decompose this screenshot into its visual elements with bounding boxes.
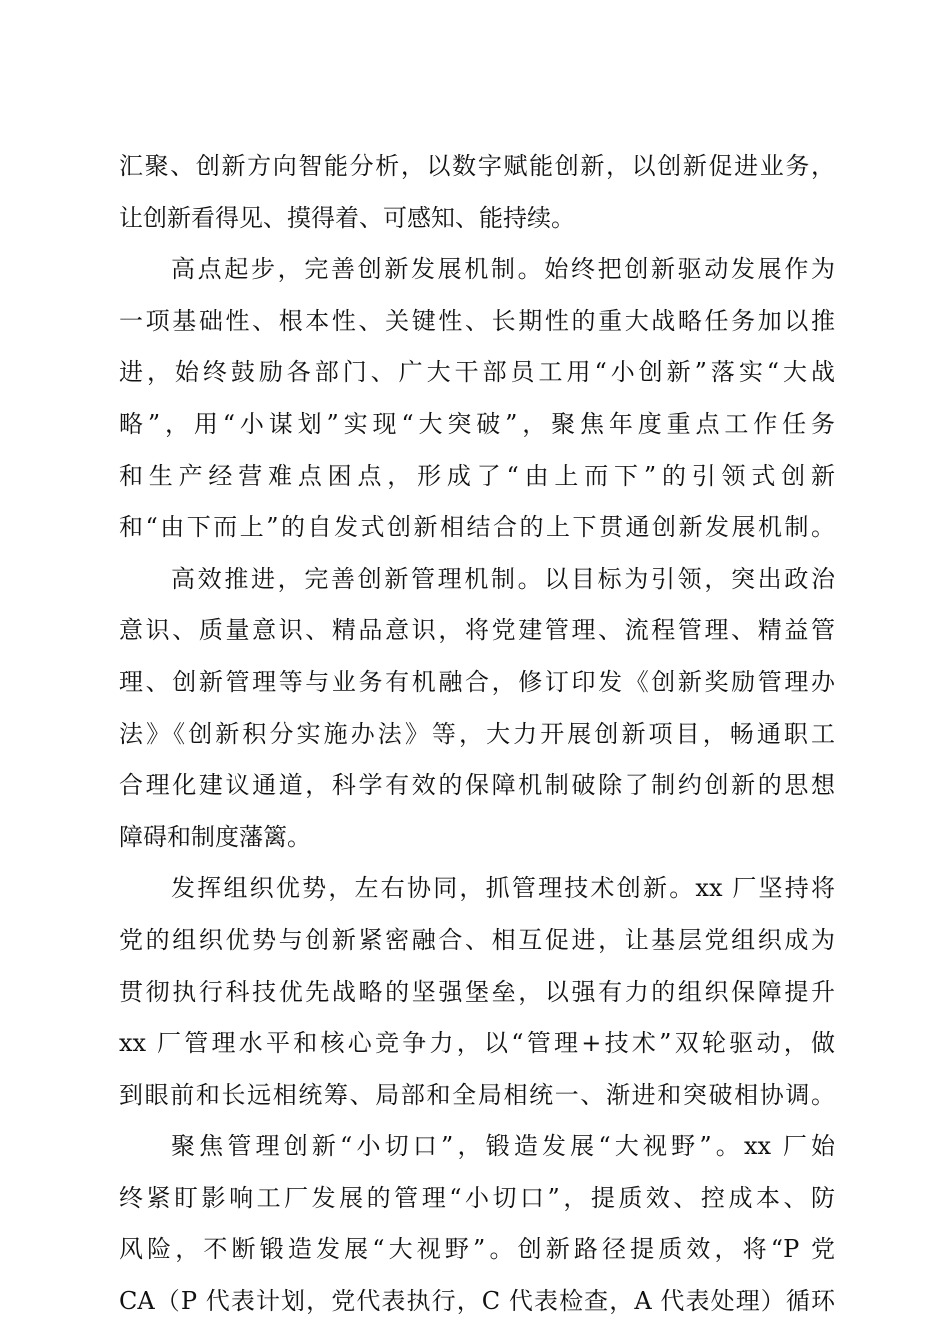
text-line: 高效推进，完善创新管理机制。以目标为引领，突出政治 [171, 564, 835, 593]
text-line: 高点起步，完善创新发展机制。始终把创新驱动发展作为 [171, 255, 835, 284]
text-line: 意识、质量意识、精品意识，将党建管理、流程管理、精益管 [119, 616, 835, 645]
text-line: 略”，用“小谋划”实现“大突破”，聚焦年度重点工作任务 [119, 409, 835, 438]
text-line: 到眼前和长远相统筹、局部和全局相统一、渐进和突破相协调。 [119, 1080, 835, 1109]
paragraph-4 [119, 863, 835, 1121]
text-line: 一项基础性、根本性、关键性、长期性的重大战略任务加以推 [119, 306, 835, 335]
text-line: 法》《创新积分实施办法》等，大力开展创新项目，畅通职工 [119, 719, 835, 748]
text-line: 终紧盯影响工厂发展的管理“小切口”，提质效、控成本、防 [119, 1183, 835, 1212]
text-line: xx 厂管理水平和核心竞争力，以“管理+技术”双轮驱动，做 [119, 1029, 835, 1058]
text-line: 让创新看得见、摸得着、可感知、能持续。 [119, 203, 575, 232]
text-line: 风险，不断锻造发展“大视野”。创新路径提质效，将“P 党 [119, 1235, 835, 1264]
text-line: 理、创新管理等与业务有机融合，修订印发《创新奖励管理办 [119, 667, 835, 696]
paragraph-2 [119, 244, 835, 554]
text-line: 贯彻执行科技优先战略的坚强堡垒，以强有力的组织保障提升 [119, 977, 835, 1006]
paragraph-3 [119, 554, 835, 864]
text-line: 汇聚、创新方向智能分析，以数字赋能创新，以创新促进业务， [119, 152, 835, 180]
text-line: 和“由下而上”的自发式创新相结合的上下贯通创新发展机制。 [119, 513, 835, 542]
text-line: 进，始终鼓励各部门、广大干部员工用“小创新”落实“大战 [119, 358, 835, 387]
document-body [119, 141, 835, 1328]
text-line: 和生产经营难点困点，形成了“由上而下”的引领式创新 [119, 461, 835, 490]
paragraph-1 [119, 141, 835, 244]
text-line: 党的组织优势与创新紧密融合、相互促进，让基层党组织成为 [119, 925, 835, 954]
text-line: 聚焦管理创新“小切口”，锻造发展“大视野”。xx 厂始 [171, 1132, 835, 1161]
text-line: 合理化建议通道，科学有效的保障机制破除了制约创新的思想 [119, 771, 835, 800]
text-line: CA（P 代表计划，党代表执行，C 代表检查，A 代表处理）循环 [119, 1287, 835, 1316]
text-line: 发挥组织优势，左右协同，抓管理技术创新。xx 厂坚持将 [171, 874, 835, 903]
text-line: 障碍和制度藩篱。 [119, 822, 311, 851]
paragraph-5 [119, 1121, 835, 1327]
